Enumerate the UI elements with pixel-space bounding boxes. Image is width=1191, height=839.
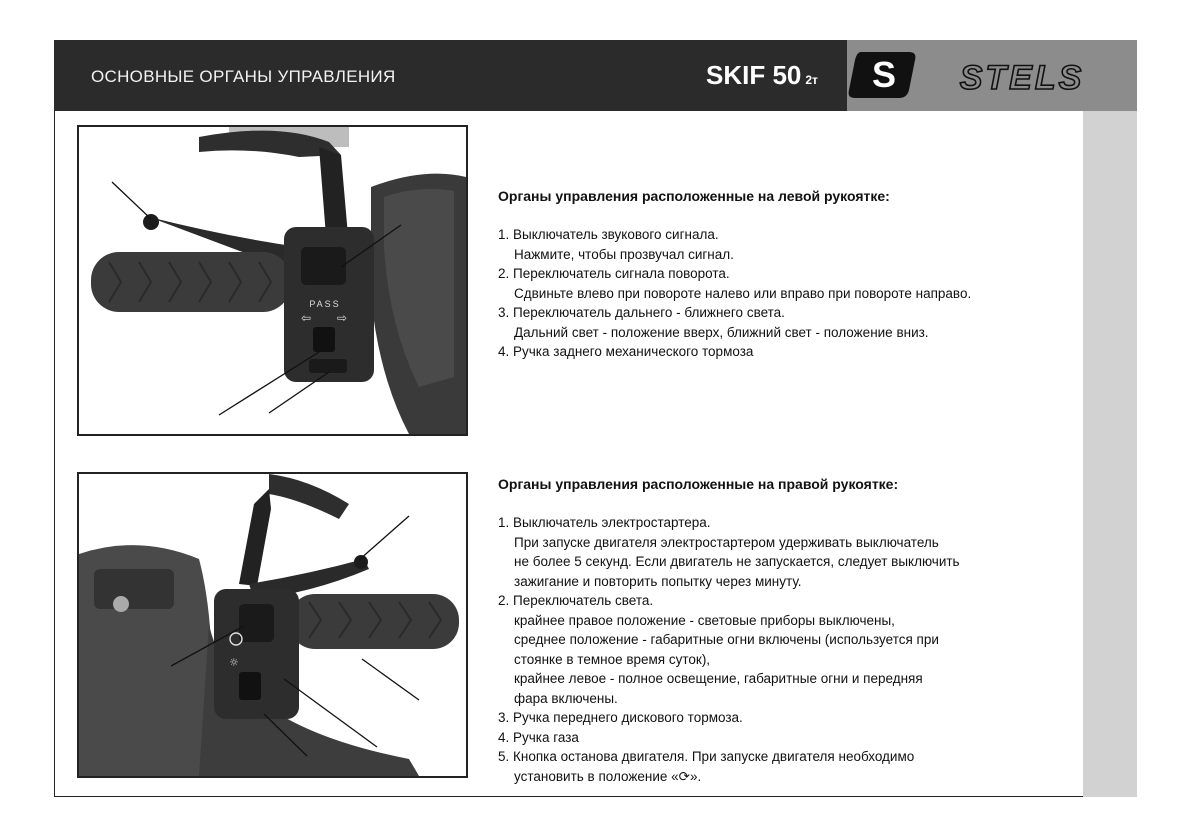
- list-item: 2. Переключатель света. крайнее правое положение - световые приборы выключены, среднее положение - габаритные огни включены (используется при стоянке в темное время суток), крайнее левое - полное освещение, габаритные огни и передняя фара включены.: [498, 593, 939, 706]
- list-item: 5. Кнопка останова двигателя. При запуске двигателя необходимо установить в положение «⟳».: [498, 749, 915, 784]
- left-controls-heading: Органы управления расположенные на левой рукоятке:: [498, 188, 890, 204]
- stels-logo: [847, 40, 1137, 111]
- model-suffix: 2т: [805, 73, 818, 87]
- left-handlebar-photo: [77, 125, 468, 436]
- side-strip: [1083, 111, 1137, 797]
- list-item: 3. Ручка переднего дискового тормоза.: [498, 710, 743, 725]
- list-item: 3. Переключатель дальнего - ближнего света. Дальний свет - положение вверх, ближний свет - положение вниз.: [498, 305, 929, 340]
- left-controls-list: [498, 225, 971, 362]
- svg-text:⇦: ⇦: [301, 311, 312, 325]
- list-item: 1. Выключатель звукового сигнала. Нажмите, чтобы прозвучал сигнал.: [498, 227, 734, 262]
- list-item: 4. Ручка заднего механического тормоза: [498, 344, 754, 359]
- brand-logo-panel: [847, 40, 1137, 111]
- right-handlebar-photo: [77, 472, 468, 778]
- list-item: 1. Выключатель электростартера. При запуске двигателя электростартером удерживать выключатель не более 5 секунд. Если двигатель не запускается, следует выключить зажигание и повторить попытку через минуту.: [498, 515, 960, 589]
- svg-text:⇨: ⇨: [337, 311, 348, 325]
- list-item: 2. Переключатель сигнала поворота. Сдвиньте влево при повороте налево или вправо при повороте направо.: [498, 266, 972, 301]
- model-name: SKIF 50: [706, 60, 802, 90]
- left-handlebar-illustration: [79, 127, 466, 434]
- svg-text:☼: ☼: [229, 656, 239, 669]
- model-label: [706, 60, 818, 91]
- brand-letter: S: [871, 54, 897, 95]
- right-handlebar-illustration: [79, 474, 466, 776]
- right-controls-list: [498, 513, 960, 786]
- pass-label: PASS: [309, 299, 341, 309]
- list-item: 4. Ручка газа: [498, 729, 579, 745]
- brand-name: STELS: [959, 59, 1085, 97]
- page-title: ОСНОВНЫЕ ОРГАНЫ УПРАВЛЕНИЯ: [91, 67, 396, 86]
- right-controls-heading: Органы управления расположенные на правой рукоятке:: [498, 476, 899, 492]
